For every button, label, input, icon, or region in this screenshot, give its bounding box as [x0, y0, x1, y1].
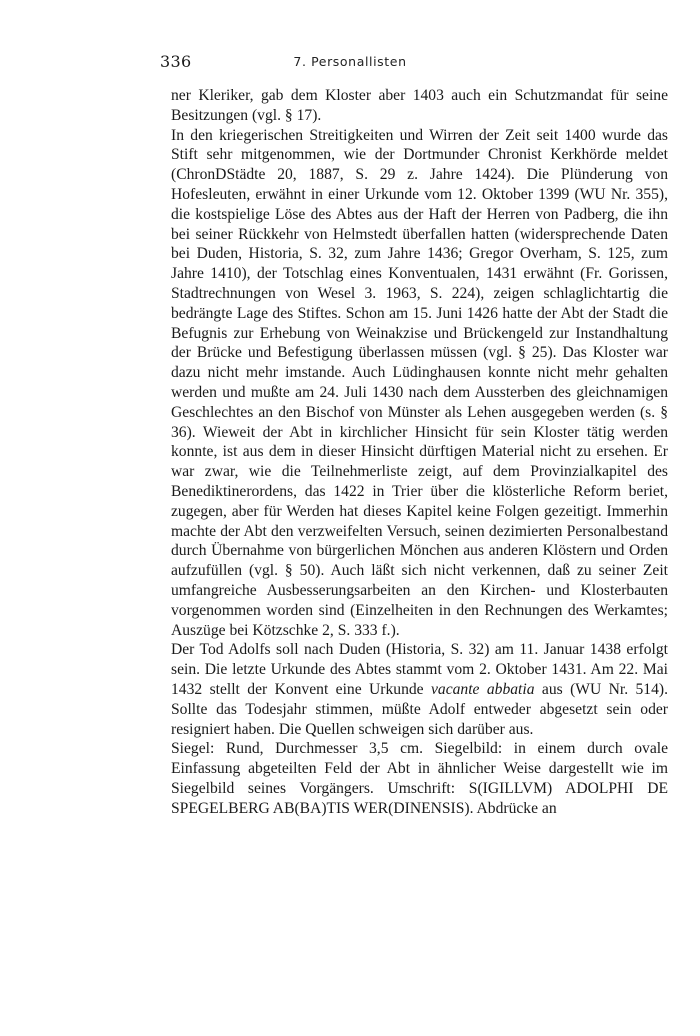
paragraph-3-text-before: Der Tod Adolfs soll nach Duden (Historia, S. 32) am 11. Januar 1438 erfolgt sein. Die letzte Urkunde des Abtes stammt vom 2. Oktober 1431. Am 22. Mai 1432 stellt der Konvent eine Urkunde: [171, 641, 668, 698]
paragraph-3-text-after: aus (WU Nr. 514). Sollte das Todesjahr stimmen, müßte Adolf entweder abgesetzt sein oder resigniert haben. Die Quellen schweigen sich darüber aus.: [171, 680, 668, 738]
running-header: 7. Personallisten: [293, 54, 407, 69]
paragraph-4: Siegel: Rund, Durchmesser 3,5 cm. Siegelbild: in einem durch ovale Einfassung abgeteilten Feld der Abt in ähnlicher Weise dargestellt wie im Siegelbild seines Vorgängers. Umschrift: S(IGILLVM) ADOLPHI DE SPEGELBERG AB(BA)TIS WER(DINENSIS). Abdrücke an: [171, 740, 668, 817]
body-text: [171, 86, 668, 818]
paragraph-2: In den kriegerischen Streitigkeiten und Wirren der Zeit seit 1400 wurde das Stift sehr mitgenommen, wie der Dortmunder Chronist Kerkhörde meldet (ChronDStädte 20, 1887, S. 29 z. Jahre 1424). Die Plünderung von Hofesleuten, erwähnt in einer Urkunde vom 12. Oktober 1399 (WU Nr. 355), die kostspielige Löse des Abtes aus der Haft der Herren von Padberg, die ihn bei seiner Rückkehr von Helmstedt überfallen hatten (widersprechende Daten bei Duden, Historia, S. 32, zum Jahre 1436; Gregor Overham, S. 125, zum Jahre 1410), der Totschlag eines Konventualen, 1431 erwähnt (Fr. Gorissen, Stadtrechnungen von Wesel 3. 1963, S. 224), zeigen schlaglichtartig die bedrängte Lage des Stiftes. Schon am 15. Juni 1426 hatte der Abt der Stadt die Befugnis zur Erhebung von Weinakzise und Brückengeld zur Instandhaltung der Brücke und Befestigung überlassen müssen (vgl. § 25). Das Kloster war dazu nicht mehr imstande. Auch Lüdinghausen konnte nicht mehr gehalten werden und mußte am 24. Juli 1430 nach dem Aussterben des gleichnamigen Geschlechtes an den Bischof von Münster als Lehen ausgegeben werden (s. § 36). Wieweit der Abt in kirchlicher Hinsicht für sein Kloster tätig werden konnte, ist aus dem in dieser Hinsicht dürftigen Material nicht zu ersehen. Er war zwar, wie die Teilnehmerliste zeigt, auf dem Provinzialkapitel des Benediktinerordens, das 1422 in Trier über die klösterliche Reform beriet, zugegen, aber für Werden hat dieses Kapitel keine Folgen gezeitigt. Immerhin machte der Abt den verzweifelten Versuch, seinen dezimierten Personalbestand durch Übernahme von bürgerlichen Mönchen aus anderen Klöstern und Orden aufzufüllen (vgl. § 50). Auch läßt sich nicht verkennen, daß zu seiner Zeit umfangreiche Ausbesserungsarbeiten an den Kirchen- und Klosterbauten vorgenommen worden sind (Einzelheiten in den Rechnungen des Werkamtes; Auszüge bei Kötzschke 2, S. 333 f.).: [171, 126, 668, 639]
paragraph-1: ner Kleriker, gab dem Kloster aber 1403 auch ein Schutzmandat für seine Besitzungen (vgl. § 17).: [171, 87, 668, 124]
page-number: 336: [160, 52, 192, 71]
paragraph-3-italic-phrase: vacante abbatia: [430, 680, 535, 698]
paragraph-3: [171, 640, 668, 739]
